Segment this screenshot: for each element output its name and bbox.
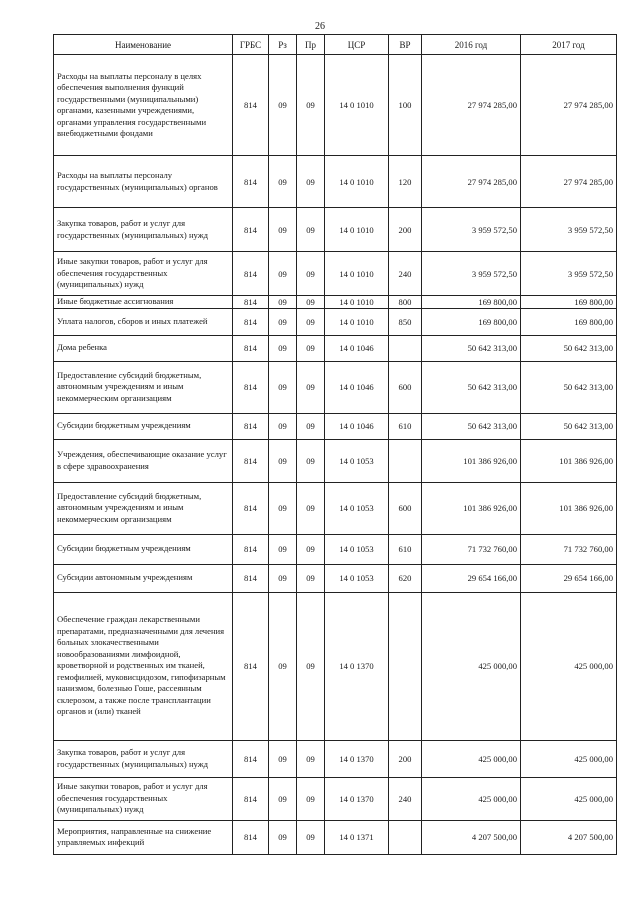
table-cell-2016: 169 800,00 <box>422 296 521 309</box>
table-cell-pr: 09 <box>297 361 325 413</box>
table-cell-csr: 14 0 1046 <box>325 361 389 413</box>
table-cell-2016: 27 974 285,00 <box>422 55 521 156</box>
table-row <box>54 740 617 777</box>
table-cell-2017: 101 386 926,00 <box>521 482 617 534</box>
table-cell-vr: 610 <box>389 534 422 564</box>
table-cell-name: Иные закупки товаров, работ и услуг для обеспечения государственных (муниципальных) нужд <box>54 252 233 296</box>
table-cell-grbs: 814 <box>233 55 269 156</box>
table-cell-grbs: 814 <box>233 592 269 740</box>
table-cell-2016: 425 000,00 <box>422 592 521 740</box>
table-cell-2017: 29 654 166,00 <box>521 564 617 592</box>
table-cell-2016: 71 732 760,00 <box>422 534 521 564</box>
table-cell-vr: 600 <box>389 361 422 413</box>
table-cell-2017: 27 974 285,00 <box>521 156 617 208</box>
table-cell-name: Обеспечение граждан лекарственными препаратами, предназначенными для лечения больных злокачественными новообразованиями лимфоидной, кроветворной и родственных им тканей, гемофилией, муковисцидозом, гипофизарным нанизмом, болезнью Гоше, рассеянным склерозом, а также после трансплантации органов и (или) тканей <box>54 592 233 740</box>
page-number: 26 <box>315 21 325 32</box>
table-cell-2016: 425 000,00 <box>422 777 521 820</box>
table-cell-csr: 14 0 1371 <box>325 820 389 854</box>
table-cell-rz: 09 <box>269 439 297 482</box>
table-cell-2016: 169 800,00 <box>422 308 521 335</box>
table-cell-vr: 120 <box>389 156 422 208</box>
table-row <box>54 308 617 335</box>
table-cell-2017: 71 732 760,00 <box>521 534 617 564</box>
table-cell-name: Иные закупки товаров, работ и услуг для обеспечения государственных (муниципальных) нужд <box>54 777 233 820</box>
table-cell-pr: 09 <box>297 592 325 740</box>
table-cell-rz: 09 <box>269 308 297 335</box>
table-cell-2017: 169 800,00 <box>521 308 617 335</box>
table-cell-pr: 09 <box>297 820 325 854</box>
table-cell-name: Закупка товаров, работ и услуг для государственных (муниципальных) нужд <box>54 740 233 777</box>
table-cell-pr: 09 <box>297 534 325 564</box>
table-cell-csr: 14 0 1010 <box>325 208 389 252</box>
table-cell-csr: 14 0 1010 <box>325 156 389 208</box>
table-cell-grbs: 814 <box>233 740 269 777</box>
header-vr: ВР <box>389 35 422 55</box>
table-cell-rz: 09 <box>269 208 297 252</box>
table-cell-grbs: 814 <box>233 777 269 820</box>
table-cell-2016: 50 642 313,00 <box>422 413 521 439</box>
table-cell-vr <box>389 592 422 740</box>
table-row <box>54 482 617 534</box>
table-cell-vr <box>389 439 422 482</box>
header-2016: 2016 год <box>422 35 521 55</box>
table-cell-grbs: 814 <box>233 361 269 413</box>
table-cell-vr: 200 <box>389 740 422 777</box>
table-row <box>54 55 617 156</box>
table-cell-name: Иные бюджетные ассигнования <box>54 296 233 309</box>
table-cell-2016: 101 386 926,00 <box>422 482 521 534</box>
table-cell-pr: 09 <box>297 439 325 482</box>
table-cell-vr: 240 <box>389 777 422 820</box>
table-cell-csr: 14 0 1010 <box>325 55 389 156</box>
table-cell-pr: 09 <box>297 777 325 820</box>
table-cell-2016: 27 974 285,00 <box>422 156 521 208</box>
table-cell-pr: 09 <box>297 740 325 777</box>
table-cell-rz: 09 <box>269 55 297 156</box>
header-2017: 2017 год <box>521 35 617 55</box>
table-cell-2016: 4 207 500,00 <box>422 820 521 854</box>
table-cell-name: Уплата налогов, сборов и иных платежей <box>54 308 233 335</box>
table-cell-csr: 14 0 1046 <box>325 413 389 439</box>
table-cell-name: Расходы на выплаты персоналу в целях обеспечения выполнения функций государственными (муниципальными) органами, казенными учреждениями, органами управления государственными внебюджетными фондами <box>54 55 233 156</box>
table-cell-name: Дома ребенка <box>54 335 233 361</box>
table-cell-2017: 169 800,00 <box>521 296 617 309</box>
table-cell-2016: 29 654 166,00 <box>422 564 521 592</box>
table-cell-2017: 425 000,00 <box>521 592 617 740</box>
table-cell-rz: 09 <box>269 413 297 439</box>
table-cell-2017: 27 974 285,00 <box>521 55 617 156</box>
table-cell-2017: 50 642 313,00 <box>521 335 617 361</box>
table-cell-rz: 09 <box>269 156 297 208</box>
table-cell-pr: 09 <box>297 296 325 309</box>
table-cell-2017: 425 000,00 <box>521 740 617 777</box>
table-cell-vr: 620 <box>389 564 422 592</box>
table-cell-grbs: 814 <box>233 335 269 361</box>
table-cell-csr: 14 0 1370 <box>325 592 389 740</box>
table-cell-vr: 240 <box>389 252 422 296</box>
table-cell-csr: 14 0 1053 <box>325 439 389 482</box>
header-grbs: ГРБС <box>233 35 269 55</box>
table-cell-pr: 09 <box>297 208 325 252</box>
table-cell-csr: 14 0 1046 <box>325 335 389 361</box>
table-cell-rz: 09 <box>269 534 297 564</box>
table-row <box>54 296 617 309</box>
table-row <box>54 208 617 252</box>
table-cell-vr: 200 <box>389 208 422 252</box>
table-cell-pr: 09 <box>297 564 325 592</box>
table-cell-csr: 14 0 1053 <box>325 534 389 564</box>
table-cell-2016: 50 642 313,00 <box>422 335 521 361</box>
table-cell-rz: 09 <box>269 740 297 777</box>
table-cell-name: Учреждения, обеспечивающие оказание услуг в сфере здравоохранения <box>54 439 233 482</box>
table-cell-csr: 14 0 1053 <box>325 564 389 592</box>
table-row <box>54 361 617 413</box>
table-cell-vr: 600 <box>389 482 422 534</box>
table-cell-pr: 09 <box>297 156 325 208</box>
table-cell-vr: 850 <box>389 308 422 335</box>
table-row <box>54 156 617 208</box>
table-row <box>54 413 617 439</box>
table-cell-name: Субсидии бюджетным учреждениям <box>54 534 233 564</box>
table-cell-csr: 14 0 1370 <box>325 777 389 820</box>
table-cell-2017: 3 959 572,50 <box>521 208 617 252</box>
header-name: Наименование <box>54 35 233 55</box>
table-cell-grbs: 814 <box>233 296 269 309</box>
table-cell-2016: 50 642 313,00 <box>422 361 521 413</box>
table-cell-pr: 09 <box>297 482 325 534</box>
table-cell-2017: 425 000,00 <box>521 777 617 820</box>
table-cell-rz: 09 <box>269 592 297 740</box>
table-cell-rz: 09 <box>269 482 297 534</box>
table-cell-vr <box>389 335 422 361</box>
table-cell-grbs: 814 <box>233 534 269 564</box>
table-cell-vr: 100 <box>389 55 422 156</box>
table-cell-name: Мероприятия, направленные на снижение управляемых инфекций <box>54 820 233 854</box>
table-cell-vr <box>389 820 422 854</box>
table-cell-name: Расходы на выплаты персоналу государственных (муниципальных) органов <box>54 156 233 208</box>
table-row <box>54 592 617 740</box>
table-cell-csr: 14 0 1370 <box>325 740 389 777</box>
table-cell-2016: 425 000,00 <box>422 740 521 777</box>
table-cell-rz: 09 <box>269 361 297 413</box>
table-row <box>54 335 617 361</box>
table-cell-grbs: 814 <box>233 308 269 335</box>
table-cell-pr: 09 <box>297 308 325 335</box>
header-csr: ЦСР <box>325 35 389 55</box>
table-cell-2016: 3 959 572,50 <box>422 252 521 296</box>
table-cell-csr: 14 0 1010 <box>325 308 389 335</box>
table-cell-2017: 50 642 313,00 <box>521 413 617 439</box>
table-cell-pr: 09 <box>297 55 325 156</box>
budget-table <box>53 34 617 855</box>
header-rz: Рз <box>269 35 297 55</box>
table-row <box>54 564 617 592</box>
table-cell-2017: 4 207 500,00 <box>521 820 617 854</box>
table-cell-name: Субсидии автономным учреждениям <box>54 564 233 592</box>
table-cell-rz: 09 <box>269 252 297 296</box>
table-cell-grbs: 814 <box>233 413 269 439</box>
table-row <box>54 777 617 820</box>
table-cell-2017: 101 386 926,00 <box>521 439 617 482</box>
table-cell-grbs: 814 <box>233 208 269 252</box>
table-cell-rz: 09 <box>269 564 297 592</box>
table-cell-rz: 09 <box>269 335 297 361</box>
table-cell-grbs: 814 <box>233 156 269 208</box>
table-cell-grbs: 814 <box>233 564 269 592</box>
table-cell-2017: 3 959 572,50 <box>521 252 617 296</box>
table-cell-csr: 14 0 1010 <box>325 252 389 296</box>
table-cell-csr: 14 0 1010 <box>325 296 389 309</box>
table-cell-name: Закупка товаров, работ и услуг для государственных (муниципальных) нужд <box>54 208 233 252</box>
table-cell-name: Субсидии бюджетным учреждениям <box>54 413 233 439</box>
table-cell-grbs: 814 <box>233 439 269 482</box>
table-cell-vr: 800 <box>389 296 422 309</box>
header-pr: Пр <box>297 35 325 55</box>
table-cell-name: Предоставление субсидий бюджетным, автономным учреждениям и иным некоммерческим организациям <box>54 361 233 413</box>
table-cell-rz: 09 <box>269 777 297 820</box>
table-cell-rz: 09 <box>269 296 297 309</box>
table-cell-vr: 610 <box>389 413 422 439</box>
table-cell-grbs: 814 <box>233 252 269 296</box>
table-cell-pr: 09 <box>297 413 325 439</box>
table-cell-csr: 14 0 1053 <box>325 482 389 534</box>
table-row <box>54 820 617 854</box>
table-cell-name: Предоставление субсидий бюджетным, автономным учреждениям и иным некоммерческим организациям <box>54 482 233 534</box>
table-cell-pr: 09 <box>297 335 325 361</box>
table-cell-2016: 3 959 572,50 <box>422 208 521 252</box>
table-row <box>54 252 617 296</box>
table-row <box>54 534 617 564</box>
table-cell-rz: 09 <box>269 820 297 854</box>
table-row <box>54 439 617 482</box>
table-cell-pr: 09 <box>297 252 325 296</box>
table-cell-grbs: 814 <box>233 482 269 534</box>
table-cell-grbs: 814 <box>233 820 269 854</box>
header-row <box>54 35 617 55</box>
table-cell-2017: 50 642 313,00 <box>521 361 617 413</box>
table-cell-2016: 101 386 926,00 <box>422 439 521 482</box>
